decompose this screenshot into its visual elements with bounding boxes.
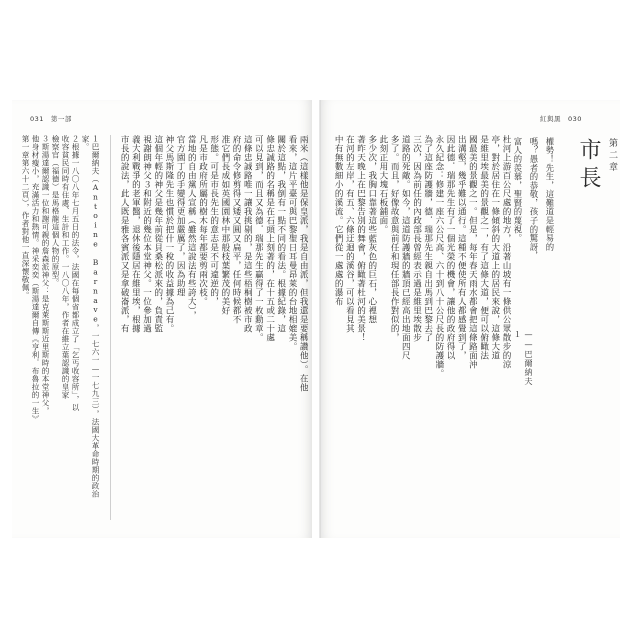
text-column: 官方園丁的手變得更加嚴厲了，因為助理 [175,135,186,297]
text-column: 條忠誠路的名稱是在石頭上刻著的，在十五或二十處 [264,135,275,342]
notes-divider [110,135,111,520]
left-folio: 031 第一部 [30,115,72,123]
text-column: 多了。而且，好像故意與前任和現任部長作對似的， [389,135,400,342]
text-column: 在河的左岸，有五、六條迂迴的溪谷，可以看見其 [344,135,355,333]
epigraph-line: 權勢！先生，這難道是輕易的 [545,137,555,252]
footnote-column: １巴爾納夫（Antoine Barnave，一七六一—一七九三），法國大革命時期的政治 [91,135,100,498]
right-folio: 紅與黑 030 [540,115,582,123]
footnote-column: 他身材瘦小，充滿活力和熱情。神采奕奕（斯湯達爾自傳《亨利．布魯拉的一生》 [31,135,40,423]
footnote-column: 收容貧民同時有住處、生計和工作。一八〇八年，作者在維立葉認識的皇家 [61,135,70,399]
chapter-number: 第二章 [607,138,617,174]
text-column: 這條忠誠路唯一讓我挑剔的，是這些梧桐樹被市政 [242,135,253,333]
chapter-heading [576,138,619,194]
text-column: 這個年輕的神父是幾年前從貝桑松派來的，負責監 [152,135,163,333]
text-column: 永久紀念：修建一座六公尺高、六十到八十公尺長的防護牆。 [433,135,444,378]
footnote-column: ２根據一八〇八年七月五日的法令，法國在每個省都成立了「乞丐收容所」，以 [71,135,80,412]
footnote-column: 家。 [81,135,90,151]
text-column: 凡是市政府所屬的樹木每年都要剪兩次枝。 [197,135,208,306]
footnote-column: ３斯湯達爾認識一位和謝可親的詹森派神父：是克萊斯斯近里斯時的本堂神父， [41,135,50,415]
left-body-text [118,135,308,520]
book-gutter [319,100,321,538]
chapter-title: 市長 [576,138,601,194]
text-column: 視謝朗神父３和附近的幾位本堂神父。一位參加過 [141,135,152,333]
text-column: 是維里埃最美的景觀之一，有了這條大道，便可以俯瞰法 [478,135,489,360]
text-column: 當地的自由黨人宣稱（雖然這說法有些誇大）， [186,135,197,320]
text-column: 神父馬斯隆先生也慣於把什一稅的收益據為己有。 [163,135,174,333]
text-column: 兩米（這樣他是保皇派，我是自由派，但我還是要稱讚他）。在他 [298,135,309,392]
footnote-column: 第一章第六十二頁），作者對他一直深懷敬佩。 [21,135,30,300]
text-column: 道路的死敵。如今，這道防護牆的牆頂已經高出地面四尺 [400,135,411,360]
text-column: 形態。可是市長先生的意志是不可違逆的， [208,135,219,306]
footnotes [20,135,100,520]
text-column: 為了這座防護牆，德．瑞那先生親自出馬到巴黎去了 [422,135,433,342]
epigraph-attribution: ——巴爾納夫１ [513,330,533,386]
text-column: 三次，因為前任的內政部長曾經表示過是維里埃散步 [411,135,422,342]
text-column: 看來，這片平臺可與巴黎聖日耳曼昂萊的台地相媲美。 [287,135,297,351]
text-column: 關於這點，我倒有一點不同的看法。根據紀錄，這 [275,135,286,333]
text-column: 出溝壑，幾乎難以通行。這種不便使所有人都感覺到了， [456,135,467,360]
epigraph-line: 嗎？愚者的恭敬，孩子的驚訝， [529,137,539,261]
text-column: 義大利戰爭的老軍醫，退休後隱居在維里埃，根據 [130,135,141,333]
footnote-column: 檢察官（福德）是馬格龍這個人物的原型。 [51,135,60,287]
text-column: 多少次，我胸口靠著這些藍灰色的巨石，心裡想 [366,135,377,324]
text-column: 亭，對於居住在一條傾斜的大道上的居民來說，這條大道 [489,135,500,360]
epigraph-line: 富人的羨慕，聖賢的蔑視。 [513,137,523,243]
text-column: 市長的說法，此人既是雅各賓派又是拿破崙派，有 [119,135,130,333]
text-column: 中有無數細小的溪流。它們從一處處的瀑布 [333,135,344,306]
text-column: 可以見到，而且又為德．瑞那先生贏得了一枚勳章。 [253,135,264,342]
text-column: 府的命令修剪得又矮又圓又扁平，任何時候都不 [231,135,242,324]
text-column: 准它們長成如英國園林中那般枝葉繁茂的美好 [219,135,230,315]
right-body-text [332,135,511,520]
text-column: 國最美的景觀之一。但是，每年春天雨水都會把這條路面沖 [467,135,478,369]
text-column: 此刻正用大塊石板鋪面。 [377,135,388,234]
text-column: 因此德．瑞那先生有了一個光榮的機會，讓他的政府得以 [445,135,456,360]
text-column: 著昨天晚上在巴黎告別的舞會，俯瞰著杜河的美景！ [355,135,366,342]
text-column: 杜河上游百公尺處的地方，沿著山坡有一條供公眾散步的涼 [501,135,511,369]
